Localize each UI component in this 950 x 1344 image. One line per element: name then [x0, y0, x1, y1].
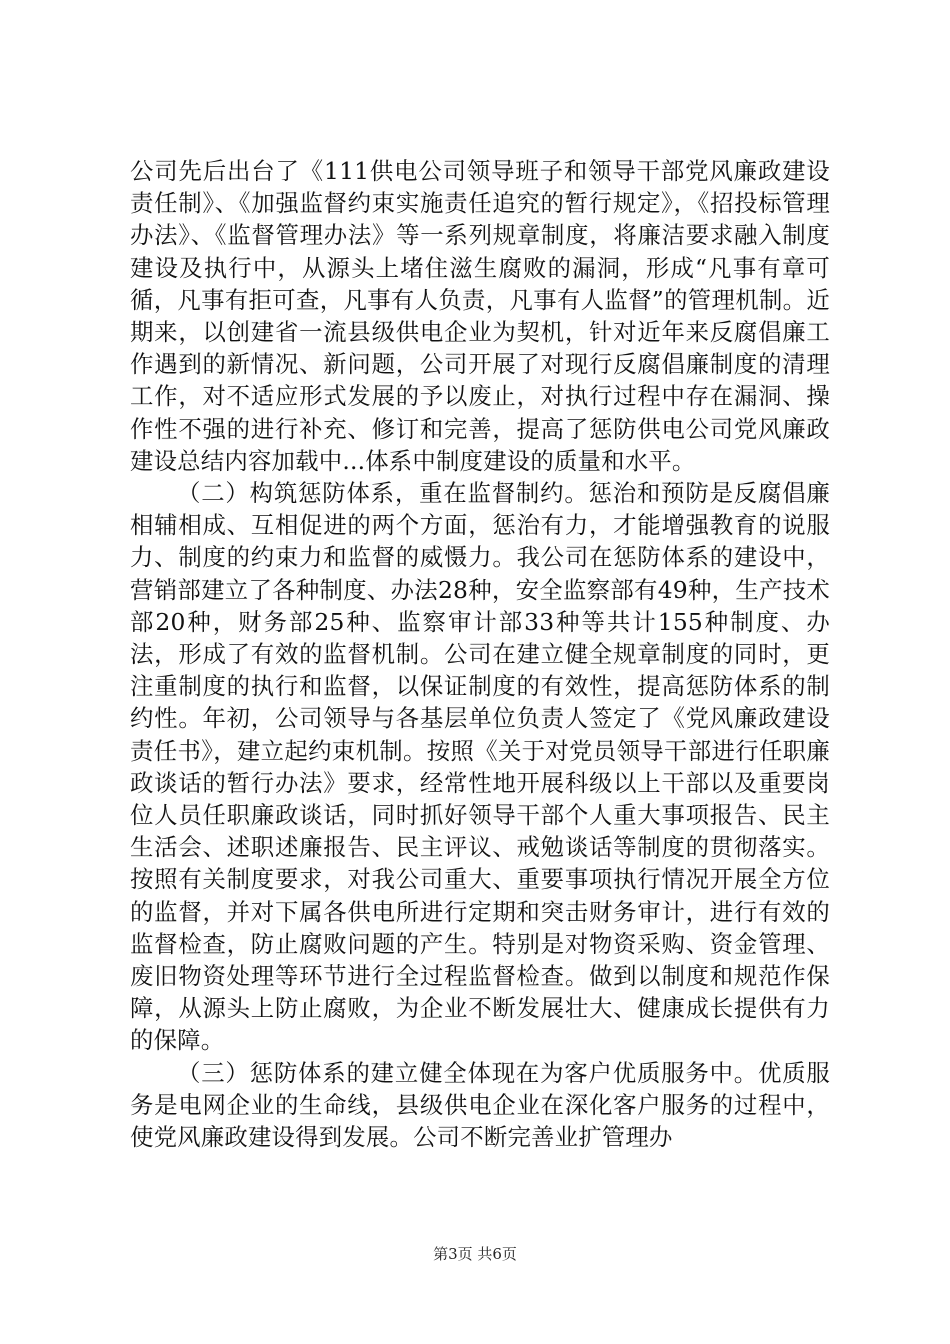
page-number-footer: 第3页 共6页 — [433, 1245, 517, 1263]
paragraph-section-2: （二）构筑惩防体系，重在监督制约。惩治和预防是反腐倡廉相辅相成、互相促进的两个方面，惩治有力，才能增强教育的说服力、制度的约束力和监督的威慑力。我公司在惩防体系的建设中，营销部建立了各种制度、办法28种，安全监察部有49种，生产技术部20种，财务部25种、监察审计部33种等共计155种制度、办法，形成了有效的监督机制。公司在建立健全规章制度的同时，更注重制度的执行和监督，以保证制度的有效性，提高惩防体系的制约性。年初，公司领导与各基层单位负责人签定了《党风廉政建设责任书》，建立起约束机制。按照《关于对党员领导干部进行任职廉政谈话的暂行办法》要求，经常性地开展科级以上干部以及重要岗位人员任职廉政谈话，同时抓好领导干部个人重大事项报告、民主生活会、述职述廉报告、民主评议、戒勉谈话等制度的贯彻落实。按照有关制度要求，对我公司重大、重要事项执行情况开展全方位的监督，并对下属各供电所进行定期和突击财务审计，进行有效的监督检查，防止腐败问题的产生。特别是对物资采购、资金管理、废旧物资处理等环节进行全过程监督检查。做到以制度和规范作保障，从源头上防止腐败，为企业不断发展壮大、健康成长提供有力的保障。 — [130, 479, 830, 1055]
document-body — [130, 155, 830, 1153]
paragraph-continued: 公司先后出台了《111供电公司领导班子和领导干部党风廉政建设责任制》、《加强监督约束实施责任追究的暂行规定》，《招投标管理办法》、《监督管理办法》等一系列规章制度，将廉洁要求融入制度建设及执行中，从源头上堵住滋生腐败的漏洞，形成“凡事有章可循，凡事有拒可查，凡事有人负责，凡事有人监督”的管理机制。近期来，以创建省一流县级供电企业为契机，针对近年来反腐倡廉工作遇到的新情况、新问题，公司开展了对现行反腐倡廉制度的清理工作，对不适应形式发展的予以废止，对执行过程中存在漏洞、操作性不强的进行补充、修订和完善，提高了惩防供电公司党风廉政建设总结内容加载中...体系中制度建设的质量和水平。 — [130, 157, 830, 475]
paragraph-section-3: （三）惩防体系的建立健全体现在为客户优质服务中。优质服务是电网企业的生命线，县级供电企业在深化客户服务的过程中，使党风廉政建设得到发展。公司不断完善业扩管理办 — [130, 1058, 830, 1152]
